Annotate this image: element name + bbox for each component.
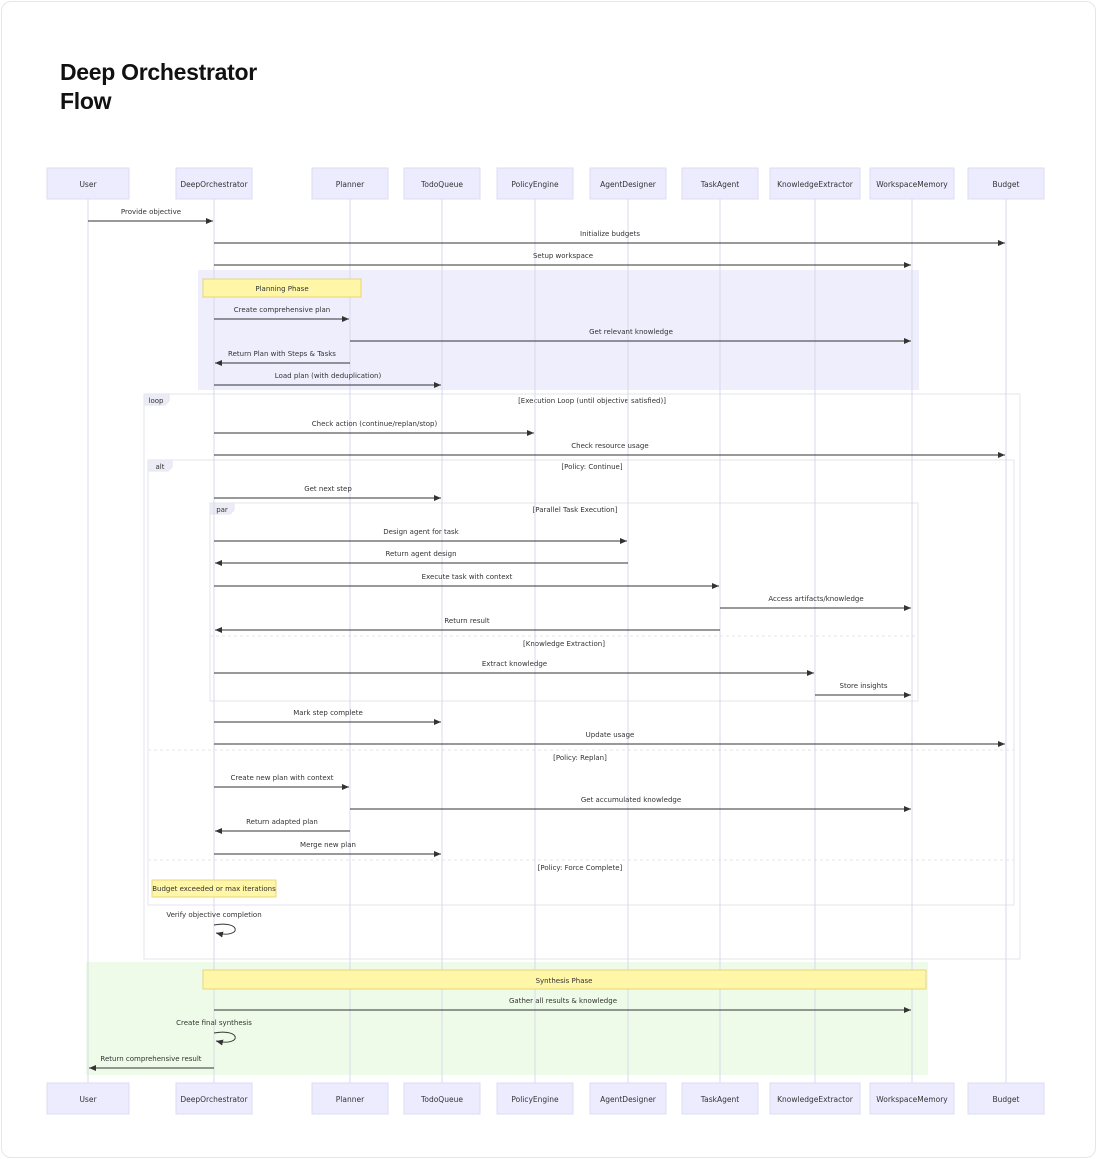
- message-label: Access artifacts/knowledge: [768, 595, 864, 603]
- message-label: Create new plan with context: [230, 774, 334, 782]
- participant-bottom-label: TodoQueue: [421, 1095, 463, 1104]
- message-label: Mark step complete: [293, 709, 363, 717]
- participant-top-label: Budget: [992, 180, 1020, 189]
- message-label: Return comprehensive result: [100, 1055, 202, 1063]
- loop-fragment: [144, 394, 1020, 959]
- message-label: Execute task with context: [421, 573, 513, 581]
- participant-top-label: TodoQueue: [421, 180, 463, 189]
- message-label: Create final synthesis: [176, 1019, 252, 1027]
- loop-keyword: loop: [148, 397, 164, 405]
- message-label: Return Plan with Steps & Tasks: [228, 350, 336, 358]
- message-label: Get next step: [304, 485, 352, 493]
- message-label: Return adapted plan: [246, 818, 318, 826]
- planning-phase-label: Planning Phase: [255, 285, 309, 293]
- message-label: Return agent design: [385, 550, 457, 558]
- alt-else-force: [Policy: Force Complete]: [537, 864, 623, 872]
- message-label: Create comprehensive plan: [233, 306, 331, 314]
- alt-keyword: alt: [155, 463, 165, 471]
- message-label: Setup workspace: [532, 252, 594, 260]
- participant-bottom-label: AgentDesigner: [600, 1095, 656, 1104]
- message-label: Return result: [444, 617, 490, 625]
- budget-exceeded-label: Budget exceeded or max iterations: [152, 885, 276, 893]
- message-label: Update usage: [585, 731, 635, 739]
- message-label: Gather all results & knowledge: [508, 997, 618, 1005]
- participant-top-label: User: [79, 180, 97, 189]
- participant-bottom-label: WorkspaceMemory: [876, 1095, 948, 1104]
- synthesis-phase-label: Synthesis Phase: [535, 977, 593, 985]
- participant-top-label: KnowledgeExtractor: [777, 180, 853, 189]
- participant-bottom-label: Budget: [992, 1095, 1020, 1104]
- participant-top-label: AgentDesigner: [600, 180, 656, 189]
- participant-bottom-label: DeepOrchestrator: [180, 1095, 248, 1104]
- alt-else-replan: [Policy: Replan]: [553, 754, 607, 762]
- participant-bottom-label: User: [79, 1095, 97, 1104]
- participant-top-label: TaskAgent: [700, 180, 740, 189]
- message-label: Check action (continue/replan/stop): [311, 420, 438, 428]
- par-and-knowledge: [Knowledge Extraction]: [523, 640, 605, 648]
- self-message-arrow: [214, 924, 235, 934]
- message-label: Initialize budgets: [580, 230, 640, 238]
- participant-bottom-label: Planner: [335, 1095, 365, 1104]
- title-line-2: Flow: [60, 88, 112, 114]
- message-label: Get relevant knowledge: [589, 328, 673, 336]
- title-line-1: Deep Orchestrator: [60, 59, 257, 85]
- par-keyword: par: [216, 506, 228, 514]
- par-condition: [Parallel Task Execution]: [532, 506, 618, 514]
- message-label: Check resource usage: [571, 442, 649, 450]
- participant-top-label: PolicyEngine: [511, 180, 559, 189]
- loop-condition: [Execution Loop (until objective satisfied)]: [518, 397, 666, 405]
- participant-top-label: DeepOrchestrator: [180, 180, 248, 189]
- participant-top-label: WorkspaceMemory: [876, 180, 948, 189]
- message-label: Verify objective completion: [166, 911, 262, 919]
- message-label: Design agent for task: [383, 528, 459, 536]
- participant-top-label: Planner: [335, 180, 365, 189]
- alt-condition: [Policy: Continue]: [561, 463, 623, 471]
- message-label: Provide objective: [120, 208, 182, 216]
- message-label: Get accumulated knowledge: [580, 796, 682, 804]
- message-label: Load plan (with deduplication): [274, 372, 382, 380]
- participant-bottom-label: KnowledgeExtractor: [777, 1095, 853, 1104]
- message-label: Merge new plan: [300, 841, 356, 849]
- participant-bottom-label: TaskAgent: [700, 1095, 740, 1104]
- participant-bottom-label: PolicyEngine: [511, 1095, 559, 1104]
- message-label: Store insights: [839, 682, 888, 690]
- message-label: Extract knowledge: [481, 660, 548, 668]
